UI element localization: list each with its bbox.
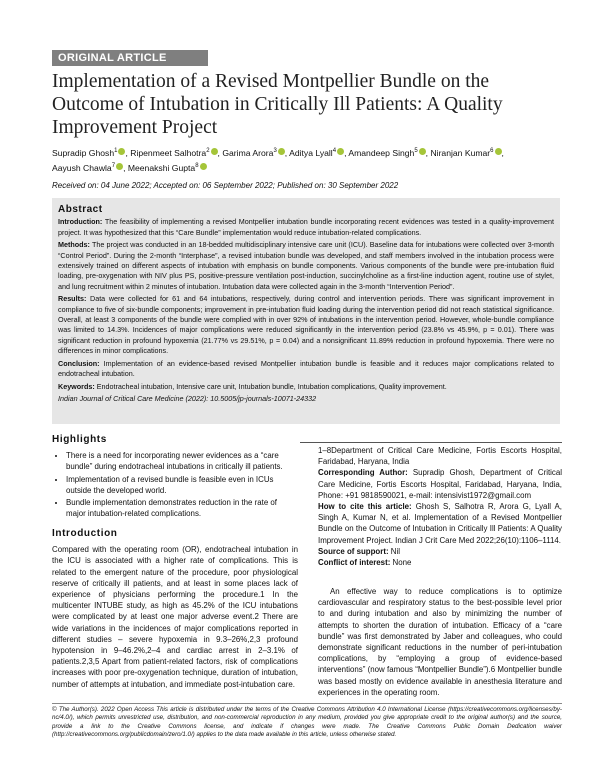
journal-citation: Indian Journal of Critical Care Medicine (2022): 10.5005/jp-journals-10071-24332 [58, 393, 317, 403]
orcid-icon[interactable] [200, 163, 207, 170]
list-item: • Implementation of a revised bundle is feasible even in ICUs outside the developed world. [66, 474, 298, 496]
abstract-conclusion: Conclusion: Implementation of an evidence-based revised Montpellier intubation bundle is feasible and it reduces major complications related to endotracheal intubation. [58, 358, 555, 379]
orcid-icon[interactable] [278, 148, 285, 155]
abstract-introduction: Introduction: The feasibility of implementing a revised Montpellier intubation bundle incorporating recent evidences was tested in a quality-improvement project. It was hypothesized that this “Care Bundle” implementation would reduce intubation-related complications. [58, 217, 554, 237]
conflict-of-interest: Conflict of interest: None [318, 558, 412, 568]
author[interactable]: Garima Arora$^3$ [222, 148, 284, 158]
orcid-icon[interactable] [116, 163, 123, 170]
list-item: • Bundle implementation demonstrates reduction in the rate of major intubation-related complications. [66, 497, 298, 519]
affiliation-text: 1–8Department of Critical Care Medicine, Fortis Escorts Hospital, Faridabad, Haryana, India [318, 446, 562, 467]
introduction-text: Compared with the operating room (OR), endotracheal intubation in the ICU is associated with a higher rate of complications. This is related to the emergent nature of the procedure, poor physiological reserve of critically ill patients, and at least in some places lack of experience of physicians performing the procedure.1 In the multicenter INTUBE study, as high as 45.2% of the ICU intubations were complicated by at least one major adverse event.2 There are wide variations in the incidences of major complications reported in different studies – severe hypoxemia in 9.3–26%,2,3 profound hypotension in 9–46.2%,2–4 and cardiac arrest in 2–3.1% of patients.2,3,5 Apart from patient-related factors, risk of complications increases with poor pre-oxygenation technique, duration of intubation, number of attempts at intubation, and immediate post-intubation care. [52, 545, 298, 689]
orcid-icon[interactable] [211, 148, 218, 155]
article-title: Implementation of a Revised Montpellier Bundle on the Outcome of Intubation in Critically Ill Patients: A Quality Improvement Project [52, 71, 503, 138]
orcid-icon[interactable] [337, 148, 344, 155]
author[interactable]: Supradip Ghosh$^1$ [52, 148, 125, 158]
how-to-cite: How to cite this article: Ghosh S, Salhotra R, Arora G, Lyall A, Singh A, Kumar N, et al. Implementation of a Revised Montpellier Bundle on the Outcome of Intubation in Critically Ill Patients: A Quality Improvement Project. Indian J Crit Care Med 2022;26(10):1106–1114. [318, 502, 562, 545]
highlights-heading: Highlights [52, 434, 107, 445]
orcid-icon[interactable] [118, 148, 125, 155]
highlights-list [52, 450, 298, 519]
abstract-keywords: Keywords: Endotracheal intubation, Intensive care unit, Intubation bundle, Intubation complications, Quality improvement. [58, 381, 447, 391]
author[interactable]: Amandeep Singh$^5$ [348, 148, 425, 158]
publication-dates: Received on: 04 June 2022; Accepted on: 06 September 2022; Published on: 30 September 2022 [52, 181, 399, 190]
license-text: © The Author(s). 2022 Open Access This article is distributed under the terms of the Creative Commons Attribution 4.0 International License (https://creativecommons.org/licenses/by-nc/4.0/), which permits unrestricted use, distribution, and non-commercial reproduction in any medium, provided you give appropriate credit to the original author(s) and the source, provide a link to the Creative Commons license, and indicate if changes were made. The Creative Commons Public Domain Dedication waiver (http://creativecommons.org/publicdomain/zero/1.0/) applies to the data made available in this article, unless otherwise stated. [52, 706, 562, 738]
abstract-heading: Abstract [58, 204, 103, 215]
footer-divider [52, 703, 562, 704]
source-of-support: Source of support: Nil [318, 546, 400, 556]
orcid-icon[interactable] [495, 148, 502, 155]
author[interactable]: Aayush Chawla$^7$ [52, 163, 123, 173]
author[interactable]: Ripenmeet Salhotra$^2$ [130, 148, 217, 158]
author-list: Supradip Ghosh$^1$ , Ripenmeet Salhotra$^2$ , Garima Arora$^3$ , Aditya Lyall$^4$ , Amandeep Singh$^5$ , Niranjan Kumar$^6$ , Aayush Chawla$^7$ , Meenakshi Gupta$^8$ [52, 147, 504, 173]
abstract-methods: Methods: The project was conducted in an 18-bedded multidisciplinary intensive care unit (ICU). Baseline data for intubations were collected over 3-month “Control Period”. During the 2-month “Interphase”, a revised intubation bundle was developed, and staff members involved in the intubation process were extensively trained on different aspects of intubation with emphasis on bundle components. Various components of the bundle were pre-intubation fluid loading, pre-oxygenation with NIV plus PS, positive-pressure ventilation post-induction, succinylcholine as a first-line induction agent, routine use of stylet, and lung recruitment within 2 minutes of intubation. Intubation data were collected again in the 3-month “Intervention Period”. [58, 240, 554, 291]
list-item: • There is a need for incorporating newer evidences as a “care bundle” during endotracheal intubations in critically ill patients. [66, 450, 298, 472]
orcid-icon[interactable] [419, 148, 426, 155]
introduction-section [52, 528, 298, 690]
affiliation-divider [300, 442, 562, 443]
license-footer [52, 706, 562, 739]
body-text-right [318, 586, 562, 698]
abstract [58, 205, 554, 406]
introduction-heading: Introduction [52, 528, 118, 539]
author[interactable]: Aditya Lyall$^4$ [289, 148, 344, 158]
author[interactable]: Meenakshi Gupta$^8$ [128, 163, 207, 173]
affiliation-block [318, 445, 562, 568]
highlights-section [52, 434, 298, 520]
paragraph: An effective way to reduce complications is to optimize cardiovascular and respiratory status to the best-possible level prior to and during intubation and also by minimizing the number of attempts to shorten the duration of intubation. Efficacy of a “care bundle” was first demonstrated by Jaber and colleagues, who could demonstrate significant reductions in the number of peri-intubation complications, by “employing a group of evidence-based interventions” (now famous “Montpellier Bundle”).6 Montpellier bundle was based mostly on evidence available in anesthesia literature and experiences in the operating room. [318, 587, 562, 697]
abstract-results: Results: Data were collected for 61 and 64 intubations, respectively, during control and intervention periods. There was significant improvement in compliance to five of six-bundle components; improvement in pre-intubation fluid loading during the intervention period did not reach statistical significance. Overall, at least 3 components of the bundle were complied with in over 92% of intubations in the intervention period. However, whole-bundle compliance was limited to 14.3%. Incidences of major complications were reduced significantly in the intervention period (23.8% vs 45.9%, p = 0.01). There was significant reduction in profound hypoxemia (21.77% vs 29.51%, p = 0.04) and a nonsignificant 11.89% reduction in profound hypoxemia. There were no differences in minor complications. [58, 294, 554, 356]
corresponding-author: Corresponding Author: Supradip Ghosh, Department of Critical Care Medicine, Fortis Escorts Hospital, Faridabad, Haryana, India, Phone: +91 9818590021, e-mail: intensivist1972@gmail.com [318, 468, 562, 500]
article-type-banner: ORIGINAL ARTICLE [52, 50, 208, 66]
author[interactable]: Niranjan Kumar$^6$ [430, 148, 501, 158]
